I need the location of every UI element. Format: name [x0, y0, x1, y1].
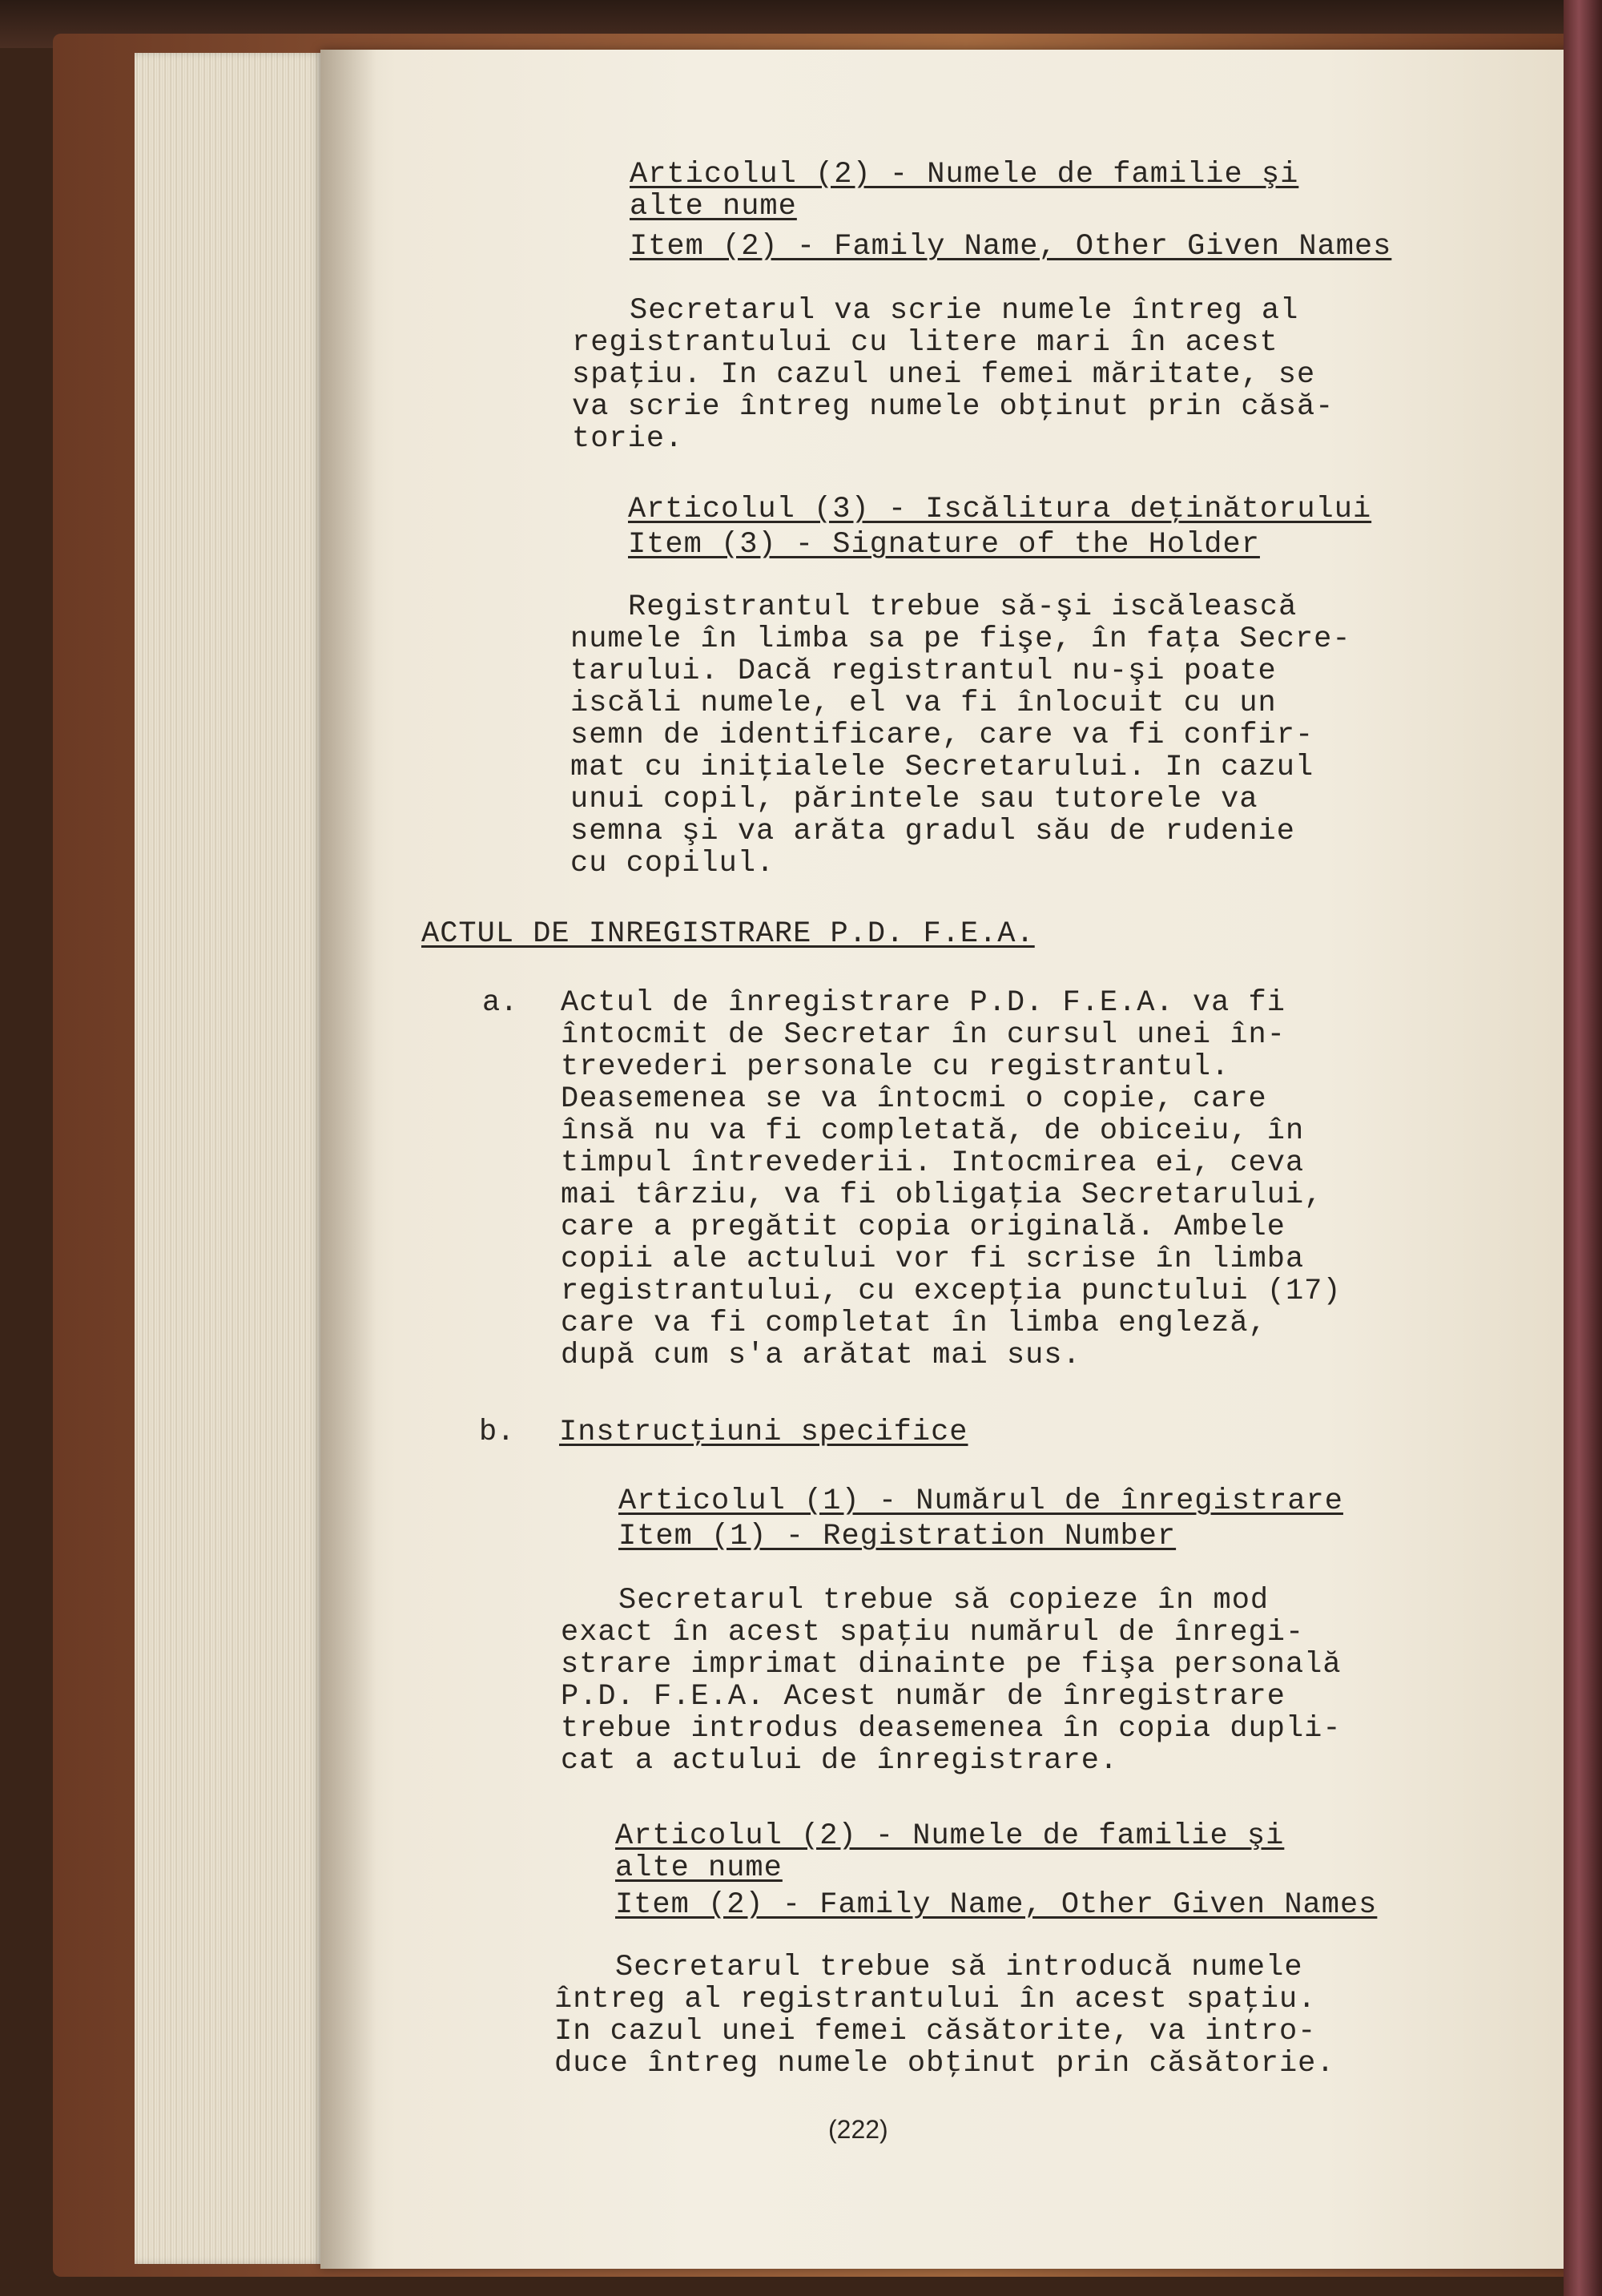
list-marker-b: b. [479, 1416, 515, 1449]
text-line: Secretarul trebue să introducă numele [615, 1951, 1303, 1984]
text-line: iscăli numele, el va fi înlocuit cu un [570, 687, 1277, 720]
text-line: va scrie întreg numele obţinut prin căsă- [572, 390, 1334, 424]
text-line: semna şi va arăta gradul său de rudenie [570, 815, 1295, 848]
text-line: Registrantul trebue să-şi iscălească [628, 590, 1298, 624]
text-line: semn de identificare, care va fi confir- [570, 719, 1314, 752]
heading-ro-item2-second-line2: alte nume [615, 1851, 783, 1885]
text-line: unui copil, părintele sau tutorele va [570, 783, 1258, 816]
background-right [1564, 0, 1602, 2296]
text-line: însă nu va fi completată, de obiceiu, în [561, 1114, 1305, 1148]
text-line: registrantului, cu excepţia punctului (17) [561, 1275, 1342, 1308]
text-line: numele în limba sa pe fişe, în faţa Secre- [570, 622, 1351, 656]
text-line: P.D. F.E.A. Acest număr de înregistrare [561, 1680, 1286, 1714]
paragraph-a [561, 987, 1342, 1372]
heading-ro-item1: Articolul (1) - Numărul de înregistrare [618, 1484, 1343, 1518]
heading-en-item2-second: Item (2) - Family Name, Other Given Names [615, 1888, 1378, 1922]
paragraph-item3 [570, 590, 1351, 880]
paragraph-item2 [572, 294, 1334, 456]
heading-en-item2: Item (2) - Family Name, Other Given Names [630, 230, 1392, 264]
text-line: exact în acest spaţiu numărul de înregi- [561, 1616, 1305, 1649]
text-line: timpul întrevederii. Intocmirea ei, ceva [561, 1146, 1305, 1180]
section-heading: ACTUL DE INREGISTRARE P.D. F.E.A. [421, 917, 1035, 951]
heading-en-item1: Item (1) - Registration Number [618, 1520, 1177, 1553]
text-line: duce întreg numele obţinut prin căsătorie. [554, 2047, 1335, 2080]
text-line: trebue introdus deasemenea în copia dupli- [561, 1712, 1342, 1746]
spine-shadow [320, 50, 376, 2269]
list-marker-a: a. [482, 986, 518, 1020]
text-line: întreg al registrantului în acest spaţiu. [554, 1983, 1317, 2016]
text-line: tarului. Dacă registrantul nu-şi poate [570, 655, 1277, 688]
text-line: torie. [572, 422, 684, 456]
paragraph-item2-second [554, 1951, 1335, 2080]
paragraph-item1 [561, 1584, 1342, 1778]
text-line: care va fi completat în limba engleză, [561, 1307, 1267, 1340]
text-line: trevederi personale cu registrantul. [561, 1050, 1230, 1084]
text-line: cat a actului de înregistrare. [561, 1744, 1119, 1778]
text-line: strare imprimat dinainte pe fişa personală [561, 1648, 1342, 1682]
text-line: registrantului cu litere mari în acest [572, 326, 1278, 360]
heading-ro-item2-second: Articolul (2) - Numele de familie şi [615, 1819, 1285, 1853]
text-line: întocmit de Secretar în cursul unei în- [561, 1018, 1286, 1052]
text-line: după cum s'a arătat mai sus. [561, 1339, 1081, 1372]
text-line: mat cu iniţialele Secretarului. In cazul [570, 751, 1314, 784]
text-line: Secretarul va scrie numele întreg al [630, 294, 1299, 328]
heading-ro-item2: Articolul (2) - Numele de familie şi [630, 158, 1299, 191]
heading-ro-item2-line2: alte nume [630, 190, 797, 224]
heading-ro-item3: Articolul (3) - Iscălitura deţinătorului [628, 493, 1372, 526]
text-line: Actul de înregistrare P.D. F.E.A. va fi [561, 986, 1286, 1020]
heading-en-item3: Item (3) - Signature of the Holder [628, 528, 1260, 562]
page-number: (222) [828, 2115, 888, 2144]
text-line: Secretarul trebue să copieze în mod [618, 1584, 1270, 1617]
text-line: Deasemenea se va întocmi o copie, care [561, 1082, 1267, 1116]
text-line: cu copilul. [570, 847, 775, 880]
text-line: spaţiu. In cazul unei femei măritate, se [572, 358, 1316, 392]
text-line: In cazul unei femei căsătorite, va intro- [554, 2015, 1317, 2048]
text-line: care a pregătit copia originală. Ambele [561, 1210, 1286, 1244]
page-edges [135, 53, 327, 2264]
text-line: mai târziu, va fi obligaţia Secretarului, [561, 1178, 1323, 1212]
text-line: copii ale actului vor fi scrise în limba [561, 1243, 1305, 1276]
heading-specific-instructions: Instrucţiuni specifice [559, 1416, 968, 1449]
